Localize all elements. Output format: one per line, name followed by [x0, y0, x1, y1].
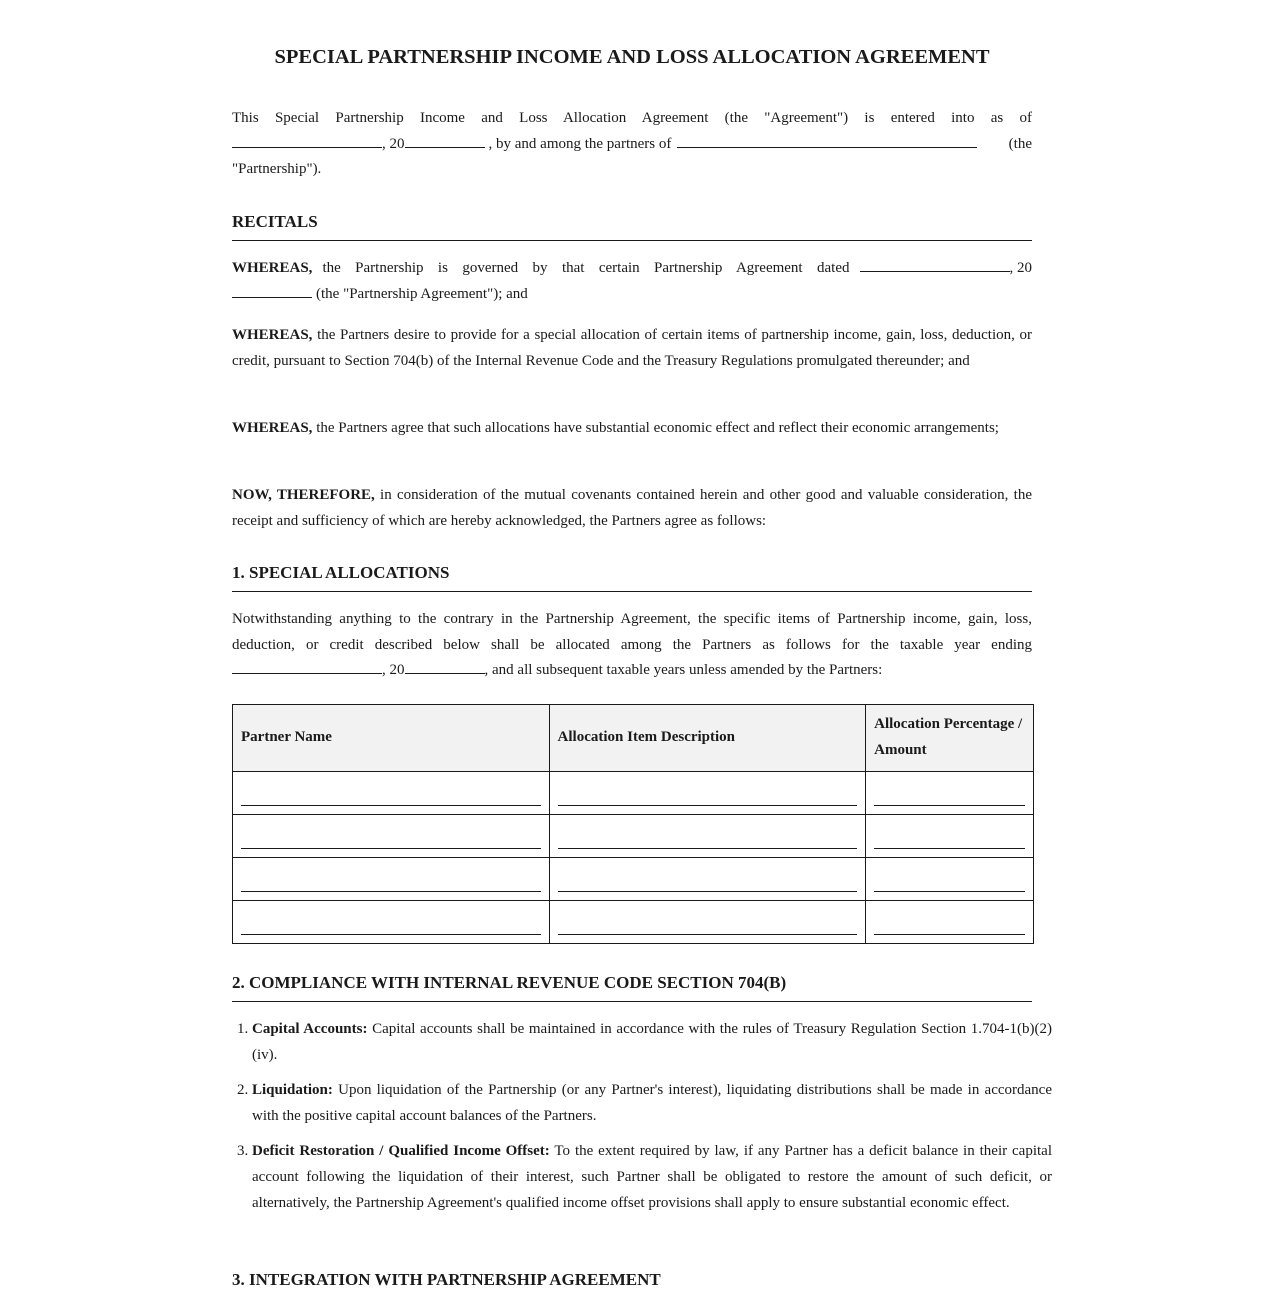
section-1-end: , and all subsequent taxable years unless amended by the Partners:	[484, 662, 883, 679]
recital-1-line-2	[232, 282, 1032, 308]
deficit-restoration-text: To the extent required by law, if any Partner has a deficit balance in their capital account following the liquidation of their interest, such Partner shall be obligated to restore the amount of such deficit, or alternatively, the Partnership Agreement's qualified income offset provisions shall apply to ensure substantial economic effect.	[252, 1143, 1052, 1211]
now-therefore-text: in consideration of the mutual covenants contained herein and other good and valuable consideration, the receipt and sufficiency of which are hereby acknowledged, the Partners agree as follows:	[232, 487, 1032, 529]
recital-2-text: the Partners desire to provide for a special allocation of certain items of partnership income, gain, loss, deduction, or credit, pursuant to Section 704(b) of the Internal Revenue Code and the Treasury Regulations promulgated thereunder; and	[232, 327, 1033, 369]
section-1-heading: 1. SPECIAL ALLOCATIONS	[232, 562, 1032, 592]
agreement-year-blank[interactable]	[405, 133, 485, 148]
fill-line	[241, 805, 541, 806]
section-1-text: Notwithstanding anything to the contrary in the Partnership Agreement, the specific items of Partnership income, gain, loss, deduction, or credit described below shall be allocated among the Partners as follows for the taxable year ending	[232, 611, 1032, 653]
allocation-item-cell[interactable]	[549, 815, 866, 858]
recital-3	[232, 416, 1032, 442]
now-therefore-label: NOW, THEREFORE,	[232, 487, 375, 503]
table-row	[233, 815, 1034, 858]
now-therefore-paragraph	[232, 483, 1032, 534]
partner-name-cell[interactable]	[233, 815, 550, 858]
partner-name-cell[interactable]	[233, 901, 550, 944]
allocation-item-cell[interactable]	[549, 858, 866, 901]
taxable-year-blank[interactable]	[405, 659, 485, 674]
intro-the: (the	[1008, 135, 1032, 152]
section-2-heading: 2. COMPLIANCE WITH INTERNAL REVENUE CODE SECTION 704(B)	[232, 972, 1032, 1002]
table-row	[233, 901, 1034, 944]
fill-line	[558, 848, 858, 849]
fill-line	[558, 934, 858, 935]
fill-line	[241, 891, 541, 892]
allocation-percentage-cell[interactable]	[866, 858, 1034, 901]
document-title: SPECIAL PARTNERSHIP INCOME AND LOSS ALLOCATION AGREEMENT	[274, 46, 990, 68]
fill-line	[874, 891, 1025, 892]
recital-1-comma-20: , 20	[1009, 260, 1032, 276]
partnership-agreement-date-blank[interactable]	[860, 257, 1010, 272]
whereas-label: WHEREAS,	[232, 260, 313, 276]
recitals-heading: RECITALS	[232, 211, 1032, 241]
fill-line	[241, 848, 541, 849]
agreement-day-blank[interactable]	[232, 133, 382, 148]
liquidation-label: Liquidation:	[252, 1082, 333, 1099]
capital-accounts-label: Capital Accounts:	[252, 1021, 368, 1037]
allocation-percentage-cell[interactable]	[866, 815, 1034, 858]
intro-paragraph	[232, 106, 1032, 183]
recital-1-end: (the "Partnership Agreement"); and	[316, 285, 528, 302]
whereas-label: WHEREAS,	[232, 420, 313, 436]
partnership-agreement-year-blank[interactable]	[232, 283, 312, 298]
whereas-label: WHEREAS,	[232, 327, 313, 343]
list-item	[252, 1017, 1052, 1068]
fill-line	[874, 848, 1025, 849]
partnership-name-blank[interactable]	[677, 133, 977, 148]
allocation-percentage-cell[interactable]	[866, 772, 1034, 815]
fill-line	[874, 805, 1025, 806]
taxable-year-day-blank[interactable]	[232, 659, 382, 674]
table-row	[233, 858, 1034, 901]
section-1-paragraph	[232, 607, 1032, 684]
fill-line	[241, 934, 541, 935]
list-item	[252, 1078, 1052, 1129]
allocation-table	[232, 704, 1034, 944]
partner-name-cell[interactable]	[233, 858, 550, 901]
capital-accounts-text: Capital accounts shall be maintained in accordance with the rules of Treasury Regulation Section 1.704-1(b)(2)(iv).	[252, 1021, 1053, 1063]
list-item	[252, 1139, 1052, 1216]
allocation-item-cell[interactable]	[549, 901, 866, 944]
intro-by-among: , by and among the partners of	[488, 135, 672, 152]
liquidation-text: Upon liquidation of the Partnership (or any Partner's interest), liquidating distributions shall be made in accordance with the positive capital account balances of the Partners.	[252, 1082, 1053, 1124]
recital-1	[232, 256, 1032, 307]
section-1-line-3	[232, 658, 1032, 684]
fill-line	[874, 934, 1025, 935]
column-header-allocation-percentage: Allocation Percentage / Amount	[866, 705, 1034, 772]
fill-line	[558, 891, 858, 892]
section-3-heading: 3. INTEGRATION WITH PARTNERSHIP AGREEMENT	[232, 1270, 661, 1289]
allocation-percentage-cell[interactable]	[866, 901, 1034, 944]
fill-line	[558, 805, 858, 806]
deficit-restoration-label: Deficit Restoration / Qualified Income Offset:	[252, 1143, 550, 1160]
recital-1-text: the Partnership is governed by that certain Partnership Agreement dated	[322, 260, 850, 276]
section-1-comma-20: , 20	[382, 662, 405, 679]
table-header-row	[233, 705, 1034, 772]
recital-1-line-1	[232, 256, 1032, 282]
partner-name-cell[interactable]	[233, 772, 550, 815]
column-header-partner-name: Partner Name	[233, 705, 550, 772]
section-2-list	[232, 1017, 1052, 1226]
intro-comma-20: , 20	[382, 135, 405, 152]
intro-line-1: This Special Partnership Income and Loss Allocation Agreement (the "Agreement") is entered into as of	[232, 110, 1032, 126]
intro-line-3: "Partnership").	[232, 161, 322, 178]
recital-2	[232, 323, 1032, 374]
recital-3-text: the Partners agree that such allocations have substantial economic effect and reflect their economic arrangements;	[316, 420, 999, 436]
column-header-allocation-item: Allocation Item Description	[549, 705, 866, 772]
allocation-item-cell[interactable]	[549, 772, 866, 815]
intro-line-2	[232, 132, 1032, 158]
table-row	[233, 772, 1034, 815]
